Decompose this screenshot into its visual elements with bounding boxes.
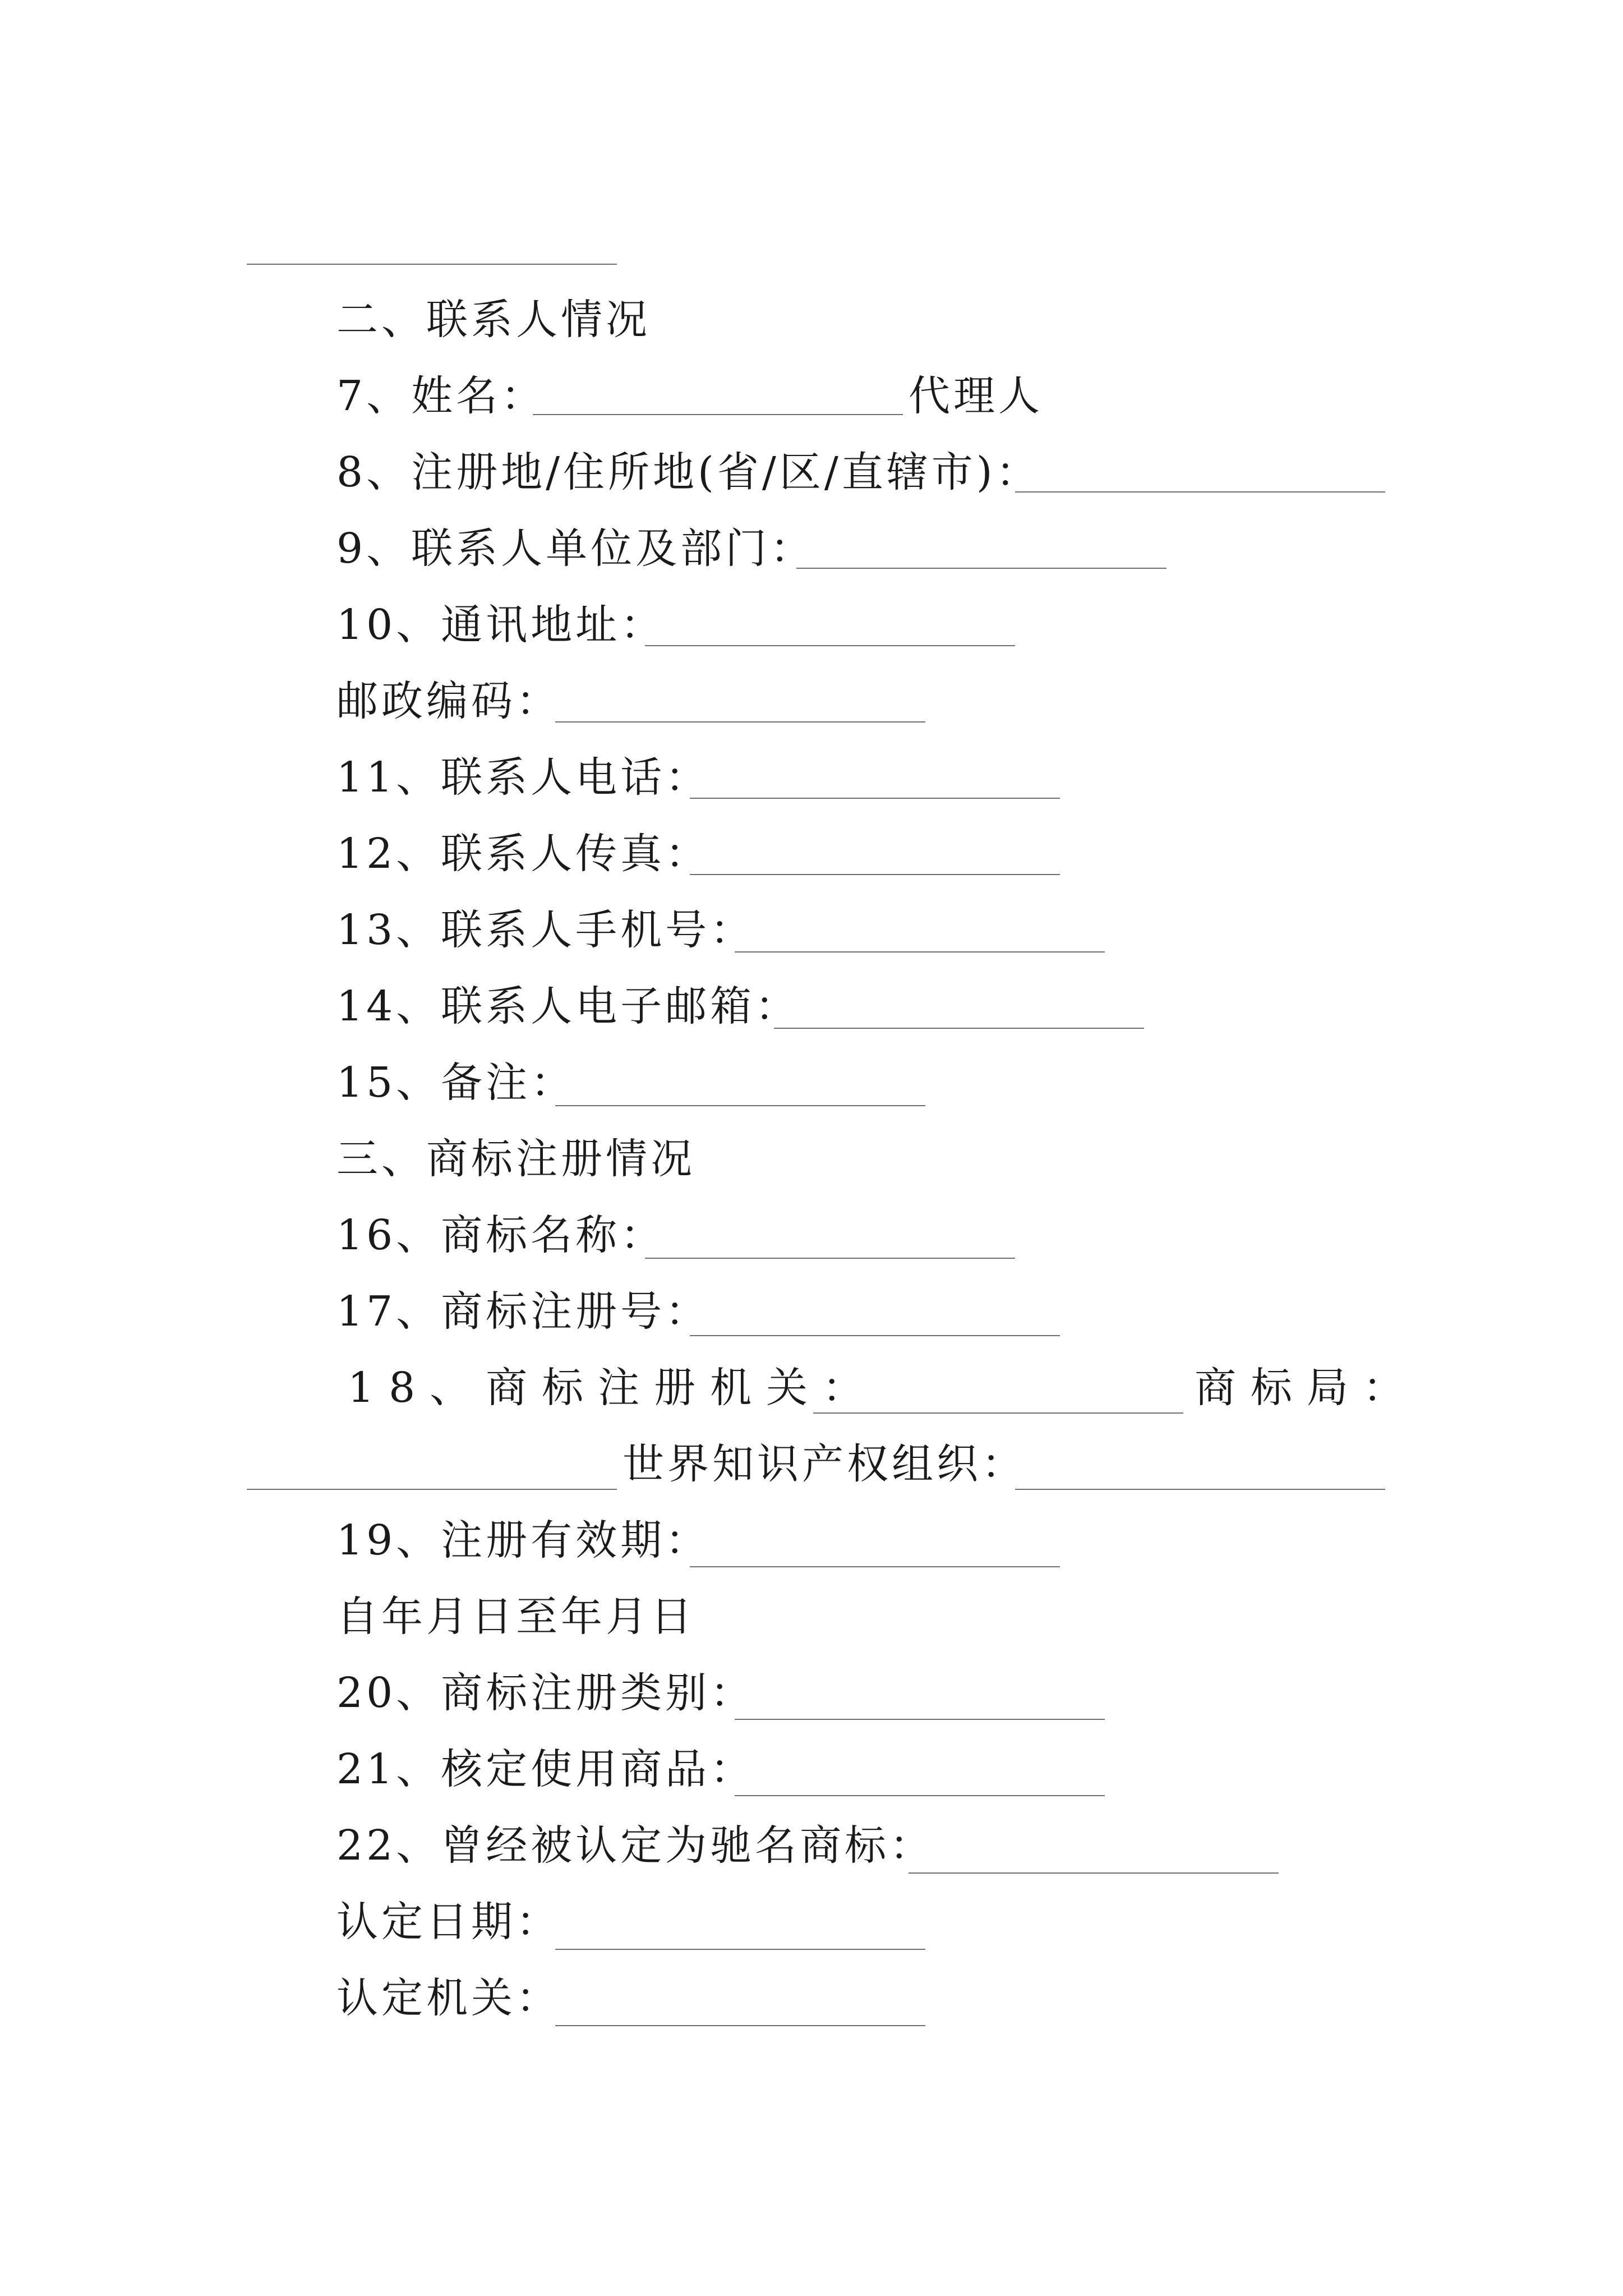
item11-label: 11、联系人电话：	[336, 753, 711, 802]
item21-goods-field[interactable]	[735, 1795, 1105, 1796]
section-heading-contact: 二、联系人情况	[336, 296, 651, 344]
item18-trademark-office-field[interactable]	[247, 1489, 617, 1490]
item10-label: 10、通讯地址：	[336, 601, 666, 649]
item15-label: 15、备注：	[336, 1059, 576, 1107]
recognition-date-label: 认定日期：	[336, 1898, 561, 1946]
item9-unit-field[interactable]	[796, 568, 1166, 569]
item13-label: 13、联系人手机号：	[336, 906, 755, 954]
postcode-label: 邮政编码：	[336, 677, 561, 725]
item18-label: 18、商标注册机关：	[348, 1364, 879, 1412]
validity-range: 自年月日至年月日	[336, 1593, 695, 1641]
item15-remark-field[interactable]	[555, 1105, 925, 1106]
item18-authority-field[interactable]	[813, 1412, 1183, 1414]
item16-trademark-name-field[interactable]	[645, 1258, 1015, 1259]
recognition-date-field[interactable]	[555, 1949, 925, 1950]
item17-registration-number-field[interactable]	[690, 1335, 1060, 1336]
item20-label: 20、商标注册类别：	[336, 1669, 755, 1717]
item18-option-trademark-office: 商标局：	[1195, 1364, 1419, 1412]
item14-email-field[interactable]	[774, 1028, 1144, 1029]
item19-label: 19、注册有效期：	[336, 1516, 711, 1565]
item14-label: 14、联系人电子邮箱：	[336, 982, 800, 1030]
item9-label: 9、联系人单位及部门：	[336, 524, 815, 573]
item10-address-field[interactable]	[645, 645, 1015, 646]
item16-label: 16、商标名称：	[336, 1211, 666, 1259]
item13-mobile-field[interactable]	[735, 951, 1105, 953]
item11-phone-field[interactable]	[690, 798, 1060, 799]
item12-label: 12、联系人传真：	[336, 830, 711, 878]
item7-suffix: 代理人	[909, 372, 1043, 420]
item18-option-wipo: 世界知识产权组织：	[623, 1440, 1026, 1488]
item20-class-field[interactable]	[735, 1719, 1105, 1720]
top-blank-line	[247, 264, 617, 265]
item7-name-field[interactable]	[533, 414, 903, 415]
item19-validity-field[interactable]	[690, 1566, 1060, 1567]
item17-label: 17、商标注册号：	[336, 1287, 711, 1336]
item8-address-field[interactable]	[1015, 491, 1385, 493]
recognition-authority-label: 认定机关：	[336, 1974, 561, 2022]
section-heading-trademark: 三、商标注册情况	[336, 1135, 695, 1183]
postcode-field[interactable]	[555, 721, 925, 723]
item8-label: 8、注册地/住所地(省/区/直辖市)：	[336, 448, 1041, 496]
item21-label: 21、核定使用商品：	[336, 1745, 755, 1793]
item7-label: 7、姓名：	[336, 372, 546, 420]
item22-famous-mark-field[interactable]	[909, 1872, 1279, 1874]
item12-fax-field[interactable]	[690, 874, 1060, 875]
item22-label: 22、曾经被认定为驰名商标：	[336, 1821, 935, 1870]
recognition-authority-field[interactable]	[555, 2025, 925, 2026]
item18-wipo-field[interactable]	[1015, 1489, 1385, 1490]
